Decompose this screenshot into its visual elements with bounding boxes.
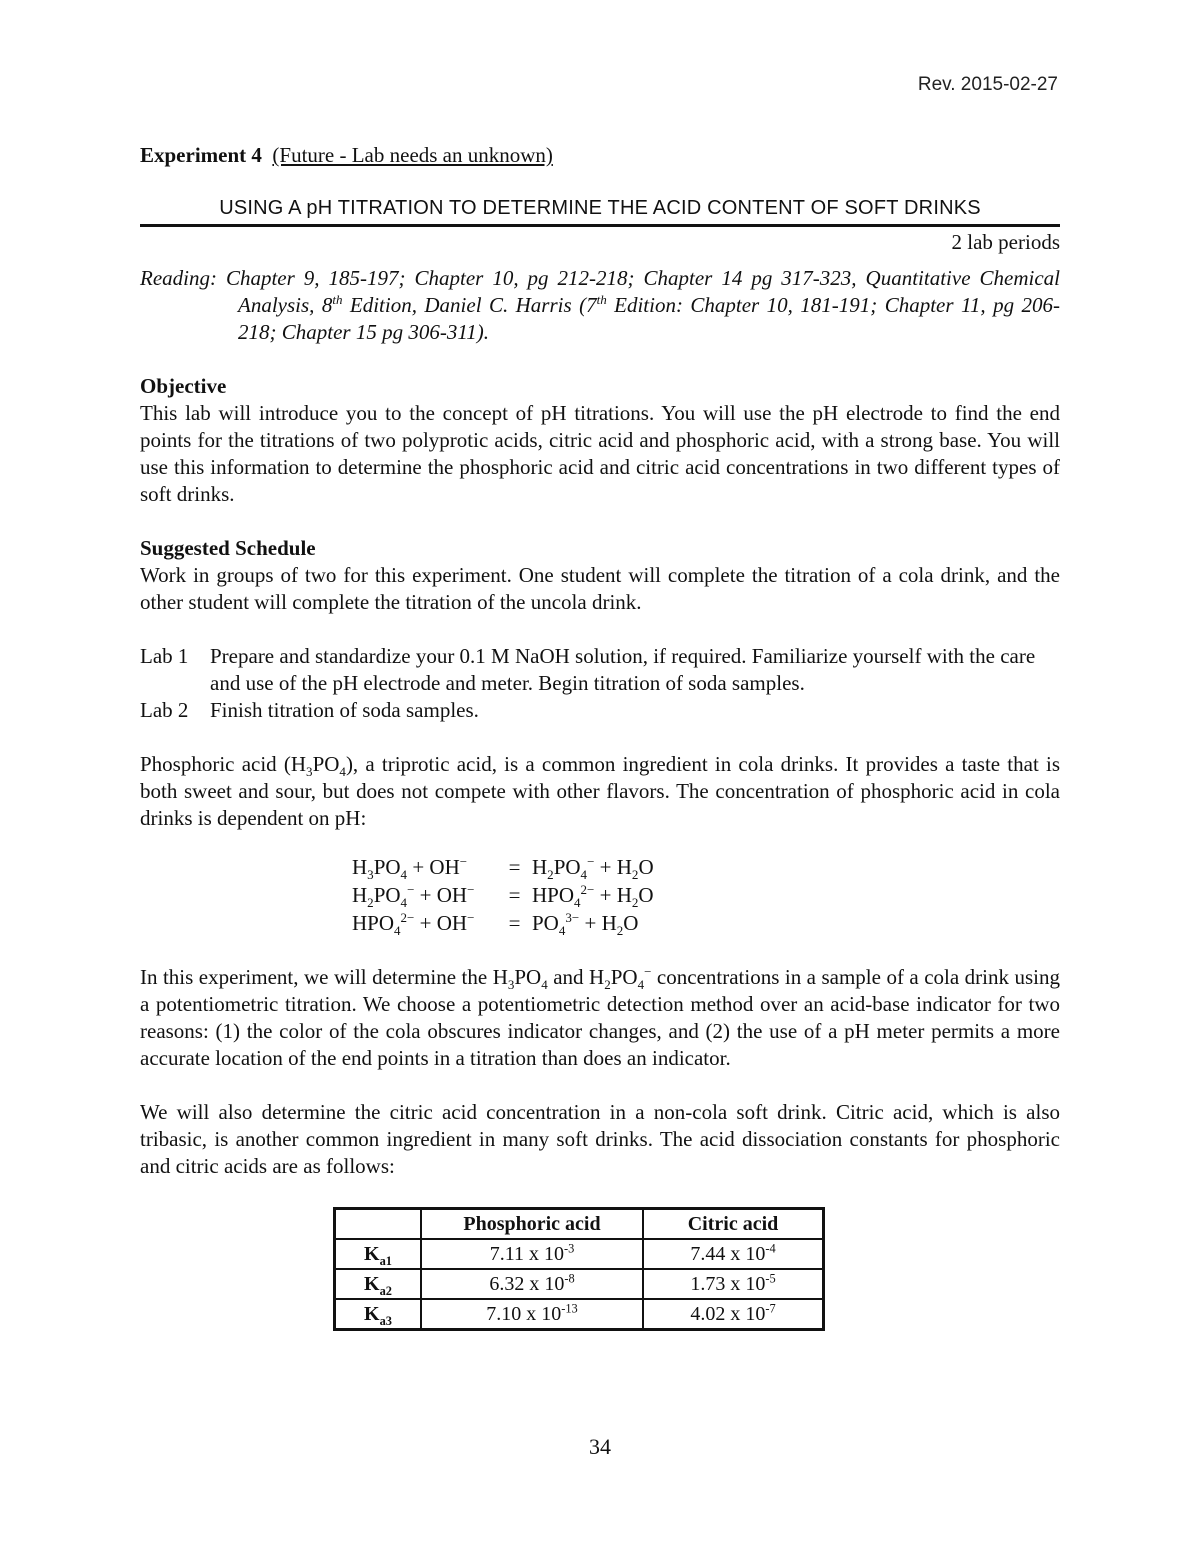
- table-header: Phosphoric acid: [421, 1209, 643, 1240]
- reading-part: Edition: Chapter 10, 181-191; Chapter 11, pg 206-218; Chapter 15 pg 306-311).: [238, 293, 1060, 344]
- page-number: 34: [589, 1434, 611, 1459]
- table-row: [335, 1239, 824, 1269]
- schedule-text: Work in groups of two for this experiment. One student will complete the titration of a cola drink, and the other student will complete the titration of the uncola drink.: [140, 563, 1060, 614]
- equation-row: $HPO_4^{2-} + OH^-$ = $PO_4^{3-} + H_2O$: [352, 910, 639, 939]
- ka-label: $K_{a2}$: [335, 1269, 422, 1299]
- schedule-lab-2: [140, 697, 1060, 724]
- table-cell: 7.11 x $10^{-3}$: [421, 1239, 643, 1269]
- table-cell: 6.32 x $10^{-8}$: [421, 1269, 643, 1299]
- table-cell: 1.73 x $10^{-5}$: [643, 1269, 824, 1299]
- reading-part: Edition, Daniel C. Harris (7: [342, 293, 597, 317]
- reading-sup: th: [332, 292, 343, 307]
- lab-text: Prepare and standardize your 0.1 M NaOH solution, if required. Familiarize yourself with the care and use of the pH electrode and meter. Begin titration of soda samples.: [210, 644, 1036, 695]
- schedule-heading: Suggested Schedule: [140, 536, 316, 560]
- lab-text: Finish titration of soda samples.: [210, 698, 479, 722]
- objective-text: This lab will introduce you to the concept of pH titrations. You will use the pH electrode to find the end points for the titrations of two polyprotic acids, citric acid and phosphoric acid, with a strong base. You will use this information to determine the phosphoric acid and citric acid concentrations in two different types of soft drinks.: [140, 401, 1060, 506]
- ka-label: $K_{a3}$: [335, 1299, 422, 1330]
- equation-row: $H_3PO_4 + OH^-$ = $H_2PO_4^- + H_2O$: [352, 854, 654, 883]
- table-cell: 7.10 x $10^{-13}$: [421, 1299, 643, 1330]
- experiment-heading: [140, 142, 1060, 169]
- dissociation-constants-table: [333, 1207, 825, 1331]
- equation-row: $H_2PO_4^- + OH^-$ = $HPO_4^{2-} + H_2O$: [352, 882, 654, 911]
- table-cell: 7.44 x $10^{-4}$: [643, 1239, 824, 1269]
- ka-label: $K_{a1}$: [335, 1239, 422, 1269]
- table-header: Citric acid: [643, 1209, 824, 1240]
- table-cell: 4.02 x $10^{-7}$: [643, 1299, 824, 1330]
- objective-heading: Objective: [140, 374, 227, 398]
- phosphoric-paragraph: Phosphoric acid $(H_3PO_4)$, a triprotic acid, is a common ingredient in cola drinks. It provides a taste that is both sweet and sour, but does not compete with other flavors. The concentration of phosphoric acid in cola drinks is dependent on pH:: [140, 752, 1060, 830]
- page-title: USING A pH TITRATION TO DETERMINE THE ACID CONTENT OF SOFT DRINKS: [140, 195, 1060, 227]
- revision-date: Rev. 2015-02-27: [917, 74, 1058, 95]
- schedule-lab-1: [140, 643, 1060, 697]
- table-row: [335, 1299, 824, 1330]
- reading-part: Reading: Chapter 9, 185-197; Chapter 10, pg 212-218; Chapter 14 pg 317-323, Quantitative Chemical Analysis, 8: [140, 266, 1060, 317]
- reading-list: [140, 265, 1060, 346]
- equilibrium-equations: [352, 853, 1060, 937]
- table-row: [335, 1269, 824, 1299]
- lab-label: Lab 2: [140, 698, 189, 722]
- citric-paragraph: We will also determine the citric acid concentration in a non-cola soft drink. Citric acid, which is also tribasic, is another common ingredient in many soft drinks. The acid dissociation constants for phosphoric and citric acids are as follows:: [140, 1100, 1060, 1178]
- lab-label: Lab 1: [140, 644, 189, 668]
- table-header-row: [335, 1209, 824, 1240]
- experiment-label: Experiment 4: [140, 143, 262, 167]
- experiment-paragraph: In this experiment, we will determine the $H_3PO_4$ and $H_2PO_4^-$ concentrations in a sample of a cola drink using a potentiometric titration. We choose a potentiometric detection method over an acid-base indicator for two reasons: (1) the color of the cola obscures indicator changes, and (2) the use of a pH meter permits a more accurate location of the end points in a titration than does an indicator.: [140, 964, 1060, 1070]
- reading-sup: th: [596, 292, 607, 307]
- lab-periods: 2 lab periods: [951, 230, 1060, 254]
- experiment-note: (Future - Lab needs an unknown): [272, 143, 553, 167]
- page-content: [140, 142, 1060, 1331]
- table-header: [335, 1209, 422, 1240]
